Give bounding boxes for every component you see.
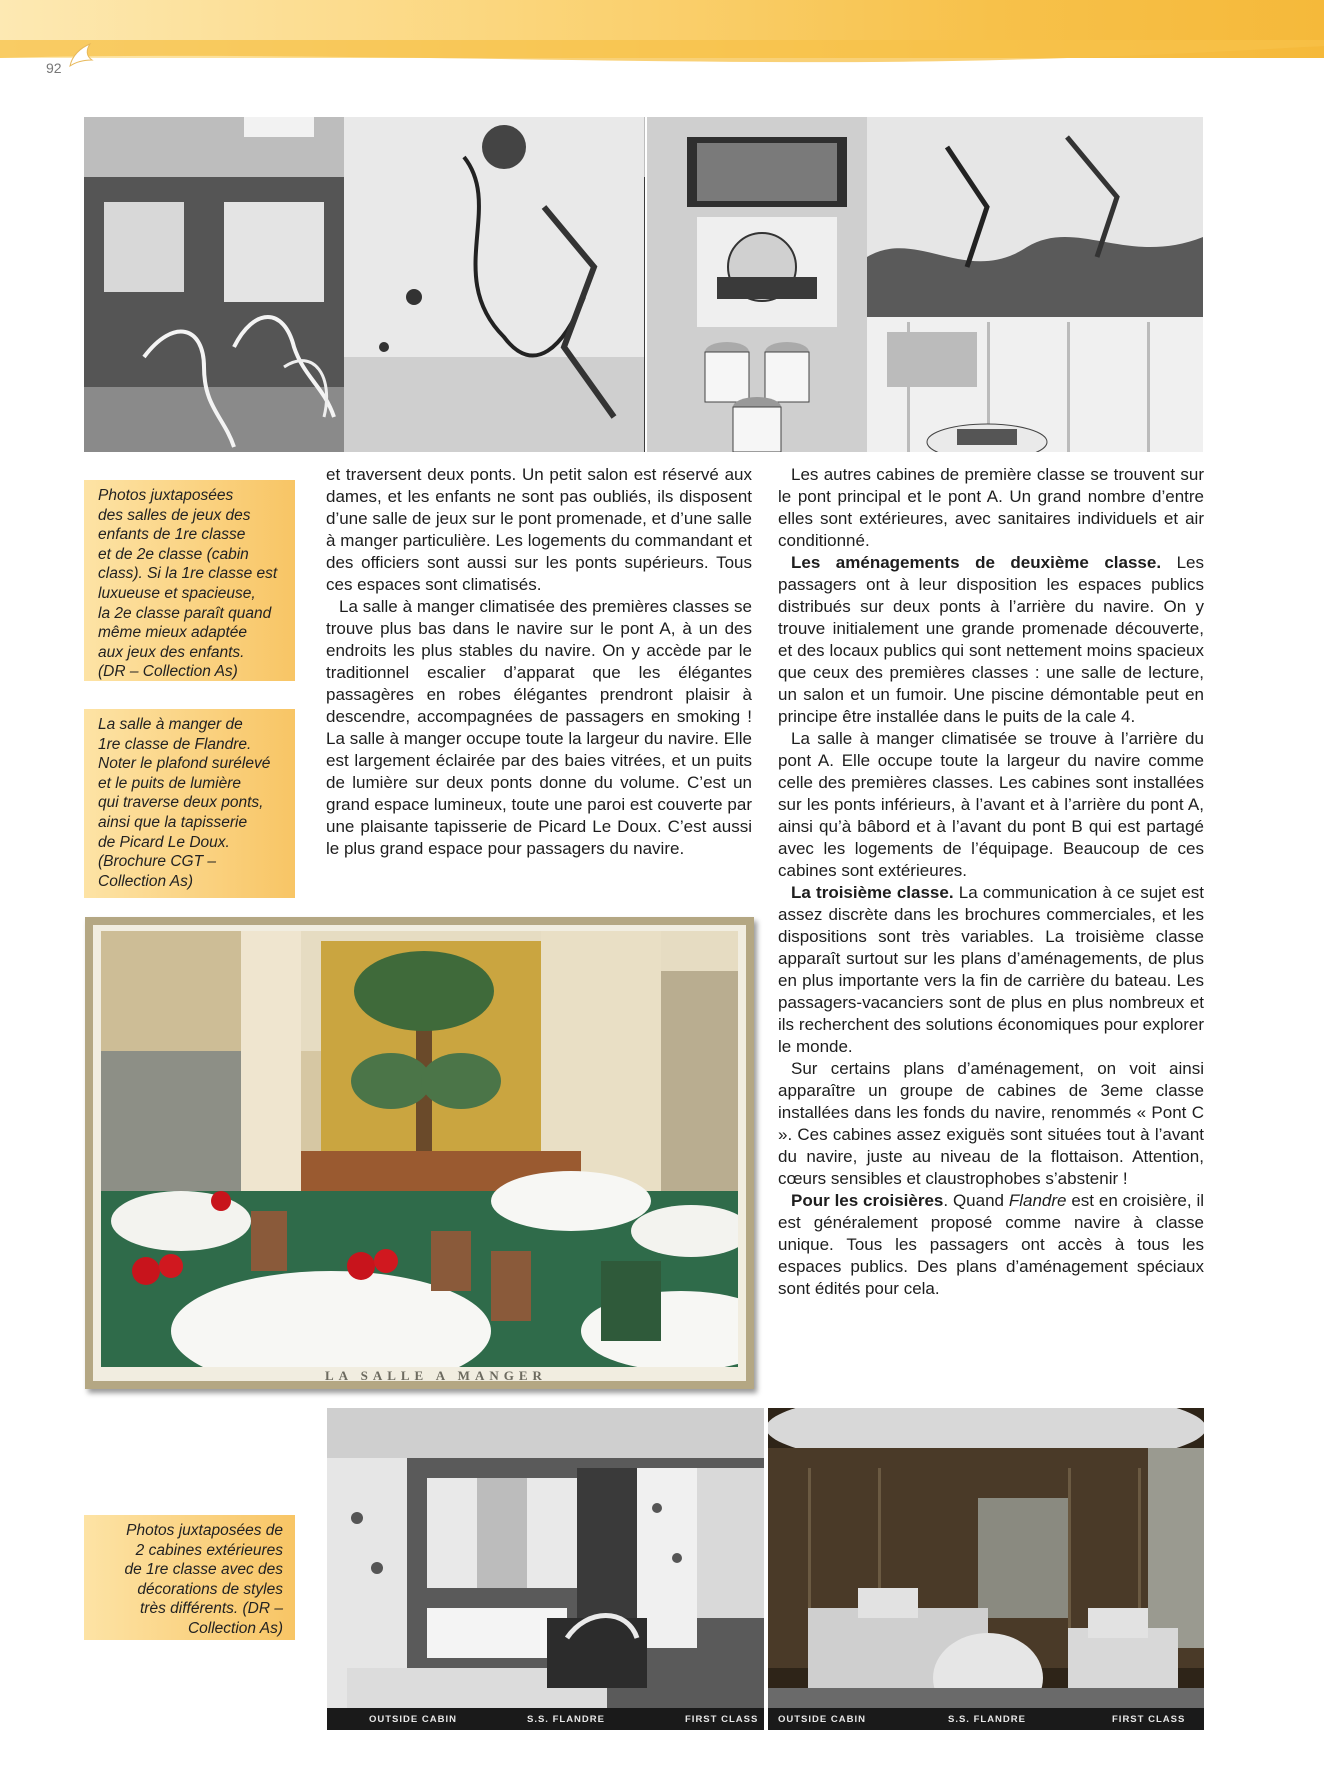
caption-line: même mieux adaptée [98, 624, 248, 642]
caption-line: et de 2e classe (cabin [98, 545, 249, 563]
paragraph-body: . Quand [943, 1191, 1009, 1210]
caption-line: Photos juxtaposées [98, 487, 234, 504]
header-wave [0, 40, 1324, 90]
seagull-icon [66, 38, 96, 72]
section-heading: Les aménagements de deuxième classe. [791, 553, 1162, 572]
photo-kids-playroom-second-class [647, 117, 1203, 452]
dining-room-postcard-frame [85, 917, 754, 1389]
caption-line: aux jeux des enfants. [98, 643, 245, 661]
section-heading: Pour les croisières [791, 1191, 944, 1210]
photo-outside-cabin-right [768, 1408, 1204, 1730]
photo-outside-cabin-left [327, 1408, 764, 1730]
caption-line: Collection As) [98, 872, 194, 890]
page-number: 92 [46, 60, 62, 76]
cabin-right-label-ship: S.S. FLANDRE [948, 1714, 1026, 1725]
caption-line: la 2e classe paraît quand [98, 604, 272, 622]
article-paragraph: Sur certains plans d’aménagement, on voit ainsi apparaître un groupe de cabines de 3eme classe installées dans les fonds du navire, renommés « Pont C ». Ces cabines assez exiguës sont situées tout à l’avant du navire, juste au niveau de la flottaison. Attention, cœurs sensibles et claustrophobes s’abstenir ! [778, 1059, 1204, 1188]
cabin-right-caption-strip [768, 1708, 1204, 1730]
caption-line: Collection As) [187, 1619, 283, 1637]
caption-line: 1re classe de Flandre. [98, 735, 252, 753]
article-paragraph [778, 552, 1204, 728]
caption-line: La salle à manger de [98, 716, 243, 733]
caption-line: des salles de jeux des [98, 506, 251, 524]
ship-name: Flandre [1008, 1191, 1067, 1210]
cabin-left-caption-strip [327, 1708, 764, 1730]
article-paragraph: et traversent deux ponts. Un petit salon est réservé aux dames, et les enfants ne sont pas oubliés, ils disposent d’une salle de jeux sur le pont promenade, et d’une salle à manger particulière. Les logements du commandant et des officiers sont aussi sur les ponts supérieurs. Tous ces espaces sont climatisés. [326, 465, 752, 594]
article-paragraph [778, 1190, 1204, 1300]
caption-cabins [84, 1515, 295, 1640]
cabin-left-label-class: FIRST CLASS [685, 1714, 759, 1725]
caption-line: de Picard Le Doux. [98, 833, 230, 851]
caption-line: de 1re classe avec des [124, 1561, 283, 1579]
caption-line: 2 cabines extérieures [135, 1541, 283, 1559]
section-heading: La troisième classe. [791, 883, 954, 902]
cabin-right-label-class: FIRST CLASS [1112, 1714, 1186, 1725]
article-paragraph: La salle à manger climatisée des premières classes se trouve plus bas dans le navire sur le pont A, à un des endroits les plus stables du navire. On y accède par le traditionnel escalier d’apparat que les élégantes passagères en robes élégantes prendront plaisir à descendre, accompagnées de passagers en smoking ! La salle à manger occupe toute la largeur du navire. Elle est largement éclairée par des baies vitrées, et un puits de lumière sur deux ponts donne du volume. C’est un grand espace lumineux, toute une paroi est couverte par une plaisante tapisserie de Picard Le Doux. C’est aussi le plus grand espace pour passagers du navire. [326, 597, 752, 858]
paragraph-body: Les passagers ont à leur disposition les espaces publics distribués sur deux ponts à l’arrière du navire. On y trouve initialement une grande promenade découverte, et des locaux publics qui sont nettement moins spacieux que ceux des premières classes : une salle de lecture, un salon et un fumoir. Une piscine démontable peut en principe être installée dans le puits de la cale 4. [778, 553, 1204, 726]
paragraph-body: est en croisière, il est généralement proposé comme navire à classe unique. Tous les passagers ont accès à tous les espaces publics. Des plans d’aménagement spéciaux sont édités pour cela. [778, 1191, 1204, 1298]
caption-line: class). Si la 1re classe est [98, 565, 278, 583]
article-paragraph: La salle à manger climatisée se trouve à l’arrière du pont A. Elle occupe toute la largeur du navire comme celle des premières classes. Les cabines sont installées sur les ponts inférieurs, à l’avant et à l’arrière du pont A, ainsi qu’à bâbord et à l’avant du pont B qui est partagé avec les logements de l’équipage. Beaucoup de ces cabines sont extérieures. [778, 729, 1204, 880]
cabin-right-label-type: OUTSIDE CABIN [778, 1714, 866, 1725]
caption-line: enfants de 1re classe [98, 526, 246, 544]
photo-kids-playroom-first-class [84, 117, 645, 452]
caption-line: ainsi que la tapisserie [98, 813, 248, 831]
cabin-left-label-ship: S.S. FLANDRE [527, 1714, 605, 1725]
article-column-1 [326, 464, 752, 860]
dining-room-postcard-label: LA SALLE A MANGER [325, 1368, 547, 1383]
caption-line: luxueuse et spacieuse, [98, 584, 256, 602]
caption-line: décorations de styles [137, 1580, 283, 1598]
cabin-left-label-type: OUTSIDE CABIN [369, 1714, 457, 1725]
caption-line: Noter le plafond surélevé [98, 755, 271, 773]
caption-line: et le puits de lumière [98, 774, 242, 792]
caption-kids-playrooms [84, 480, 295, 681]
article-column-2 [778, 464, 1204, 1300]
caption-line: très différents. (DR – [140, 1600, 283, 1618]
paragraph-body: La communication à ce sujet est assez discrète dans les brochures commerciales, et les dispositions sont très variables. La troisième classe apparaît surtout sur les plans d’aménagements, de plus en plus importante vers la fin de carrière du bateau. Les passagers-vacanciers sont de plus en plus nombreux et ils recherchent des solutions économiques pour explorer le monde. [778, 883, 1205, 1056]
article-paragraph [778, 882, 1204, 1058]
article-paragraph: Les autres cabines de première classe se trouvent sur le pont principal et le pont A. Un grand nombre d’entre elles sont extérieures, avec sanitaires individuels et air conditionné. [778, 465, 1204, 550]
caption-line: (DR – Collection As) [98, 663, 238, 681]
caption-line: (Brochure CGT – [98, 853, 217, 871]
caption-dining-room [84, 709, 295, 898]
caption-line: Photos juxtaposées de [126, 1522, 283, 1539]
caption-line: qui traverse deux ponts, [98, 794, 264, 812]
photo-first-class-dining-room [101, 931, 738, 1367]
